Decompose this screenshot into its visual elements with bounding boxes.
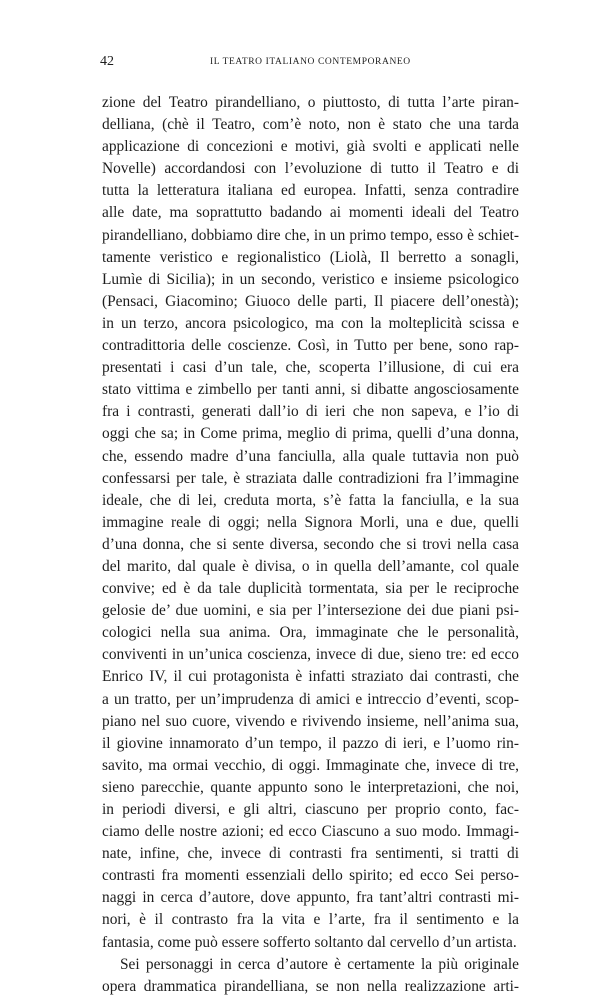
text-line: zione del Teatro pirandelliano, o piuttosto, di tutta l’arte piran- [102, 94, 519, 111]
text-line: fantasia, come può essere sofferto soltanto dal cervello d’un artista. [102, 933, 517, 951]
page-number: 42 [100, 54, 114, 69]
text-line: immagine reale di oggi; nella Signora Morli, una e due, quelli [102, 513, 519, 531]
text-line: Novelle) accordandosi con l’evoluzione di tutto il Teatro e di [102, 160, 519, 178]
text-line: tamente veristico e regionalistico (Liolà, Il berretto a sonagli, [102, 248, 519, 266]
text-line: del marito, dal quale è divisa, o in quella dell’amante, col quale [102, 557, 519, 575]
text-line: cologici nella sua anima. Ora, immaginate che le personalità, [102, 624, 519, 642]
running-title: IL TEATRO ITALIANO CONTEMPORANEO [210, 57, 411, 67]
text-line: piano nel suo cuore, vivendo e rivivendo insieme, nell’anima sua, [102, 712, 519, 730]
text-line: convive; ed è da tale duplicità tormentata, sia per le reciproche [102, 580, 519, 598]
text-line: in un terzo, ancora psicologico, ma con la molteplicità scissa e [102, 314, 519, 332]
text-line: Lumìe di Sicilia); in un secondo, veristico e insieme psicologico [102, 270, 519, 288]
text-line: tutta la letteratura italiana ed europea. Infatti, senza contradire [102, 182, 519, 200]
text-line: ciamo delle nostre azioni; ed ecco Ciascuno a suo modo. Immagi- [102, 823, 519, 841]
text-line: sieno parecchie, quante appunto sono le interpretazioni, che noi, [102, 778, 519, 796]
text-line: Sei personaggi in cerca d’autore è certamente la più originale [120, 955, 519, 973]
text-line: Enrico IV, il cui protagonista è infatti straziato dai contrasti, che [102, 668, 519, 686]
text-line: nori, è il contrasto fra la vita e l’arte, fra il sentimento e la [102, 911, 519, 929]
text-line: il giovine innamorato d’un tempo, il pazzo di ieri, e l’uomo rin- [102, 734, 519, 752]
text-line: in periodi diversi, e gli altri, ciascuno per proprio conto, fac- [102, 801, 519, 818]
text-line: delliana, (chè il Teatro, com’è noto, non è stato che una tarda [102, 116, 519, 134]
text-line: contradittoria delle coscienze. Così, in Tutto per bene, sono rap- [102, 337, 519, 355]
text-line: opera drammatica pirandelliana, se non nella realizzazione arti- [102, 977, 519, 995]
text-line: conviventi in un’unica coscienza, invece di due, sieno tre: ed ecco [102, 646, 519, 664]
text-line: fra i contrasti, generati dall’io di ieri che non sapeva, e l’io di [102, 403, 519, 421]
text-line: presentati i casi d’un tale, che, scoperta l’illusione, di cui era [102, 359, 519, 377]
text-line: nate, infine, che, invece di contrasti fra sentimenti, si tratti di [102, 845, 519, 863]
text-line: confessarsi per tale, è straziata dalle contradizioni fra l’immagine [102, 469, 519, 487]
text-line: oggi che sa; in Come prima, meglio di prima, quelli d’una donna, [102, 425, 519, 443]
text-line: d’una donna, che si sente diversa, secondo che si trovi nella casa [102, 535, 519, 553]
text-line: gelosie de’ due uomini, e sia per l’intersezione dei due piani psi- [102, 602, 519, 620]
text-line: a un tratto, per un’imprudenza di amici e intreccio d’eventi, scop- [102, 690, 519, 708]
text-line: ideale, che di lei, creduta morta, s’è fatta la fanciulla, e la sua [102, 491, 519, 509]
running-header [100, 54, 520, 70]
text-line: naggi in cerca d’autore, dove appunto, fra tant’altri contrasti mi- [102, 889, 519, 907]
text-line: stato vittima e zimbello per tanti anni, si dibatte angosciosamente [102, 381, 519, 399]
text-line: alle date, ma soprattutto badando ai momenti ideali del Teatro [102, 204, 519, 222]
text-line: savito, ma ormai vecchio, di oggi. Immaginate che, invece di tre, [102, 756, 519, 774]
body-text [102, 92, 519, 998]
text-line: contrasti fra momenti essenziali dello spirito; ed ecco Sei perso- [102, 867, 519, 885]
text-line: pirandelliano, dobbiamo dire che, in un primo tempo, esso è schiet- [102, 226, 519, 244]
text-line: che, essendo madre d’una fanciulla, alla quale tuttavia non può [102, 447, 519, 465]
text-line: applicazione di concezioni e motivi, già svolti e applicati nelle [102, 138, 519, 156]
text-line: (Pensaci, Giacomino; Giuoco delle parti, Il piacere dell’onestà); [102, 292, 519, 310]
